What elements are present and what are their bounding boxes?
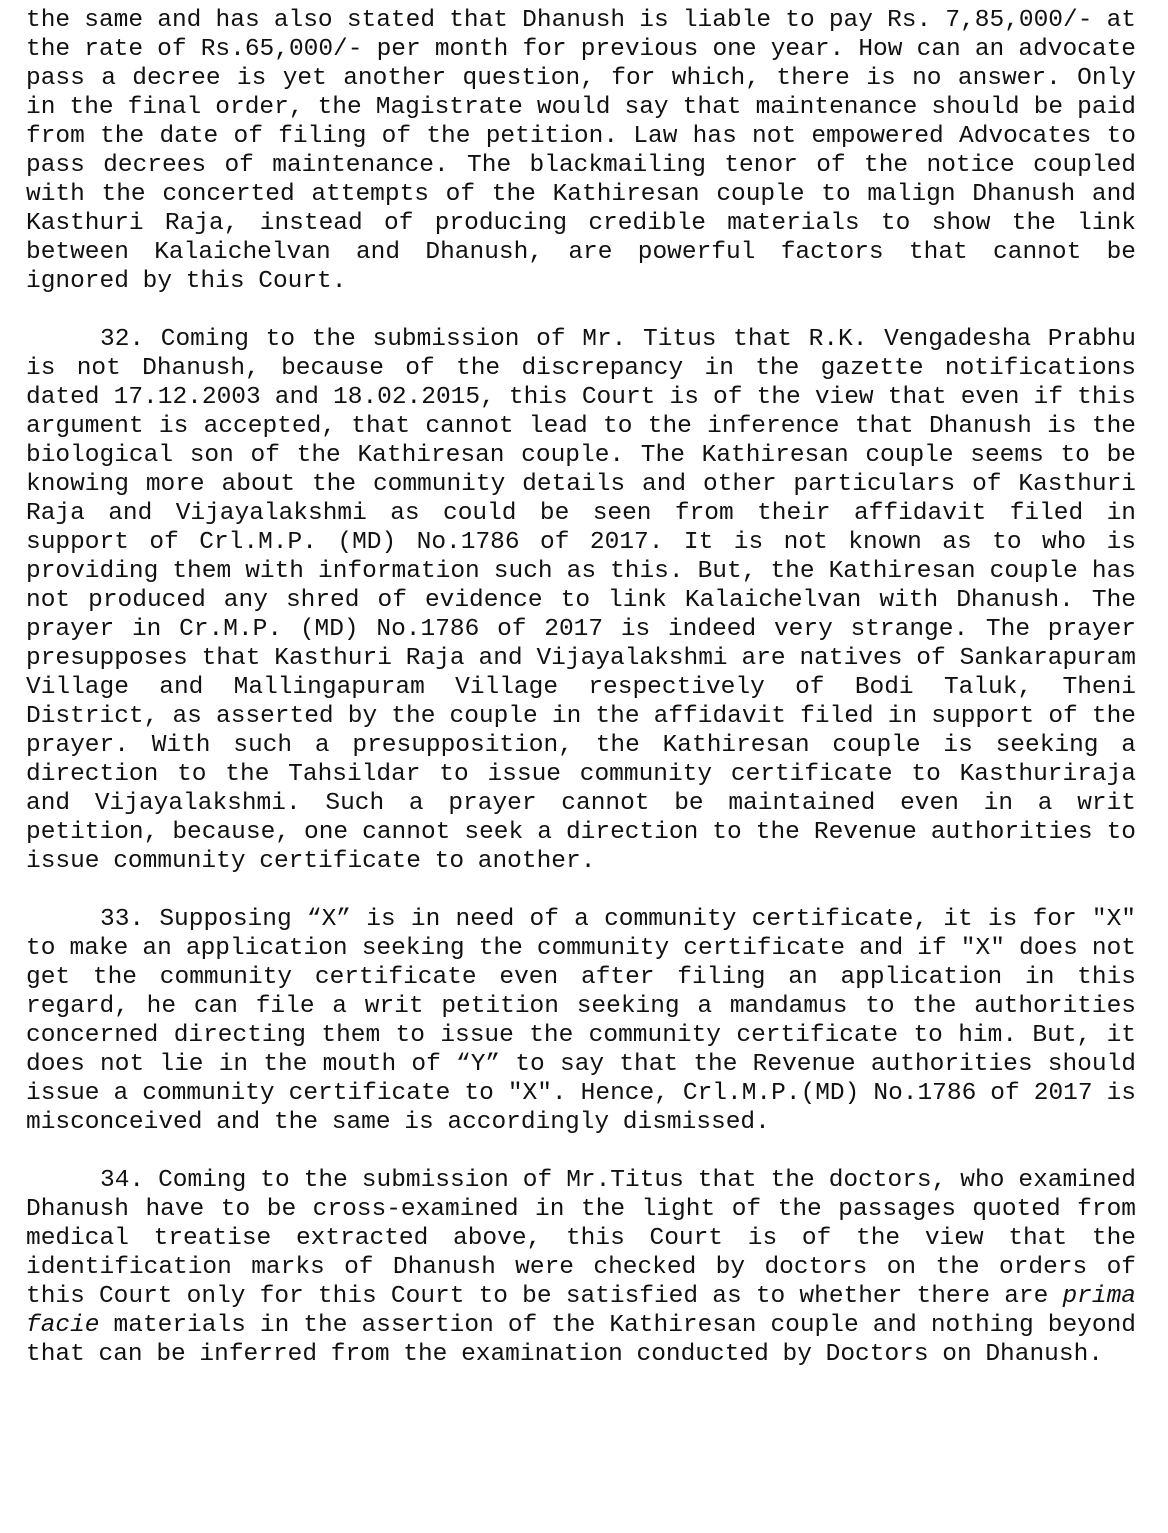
paragraph-text: Supposing “X” is in need of a community certificate, it is for "X" to make an application seeking the community certificate and if "X" does not get the community certificate even after filing an application in this regard, he can file a writ petition seeking a mandamus to the authorities concerned directing them to issue the community certificate to him. But, it does not lie in the mouth of “Y” to say that the Revenue authorities should issue a community certificate to "X". Hence, Crl.M.P.(MD) No.1786 of 2017 is misconceived and the same is accordingly dismissed. (26, 906, 1137, 1136)
paragraph-text-after: materials in the assertion of the Kathiresan couple and nothing beyond that can be inferred from the examination conducted by Doctors on Dhanush. (26, 1312, 1136, 1368)
paragraph-number: 32. (100, 326, 145, 353)
paragraph-number: 33. (100, 906, 145, 933)
paragraph-continuation (26, 6, 1136, 296)
paragraph-number: 34. (100, 1167, 145, 1194)
paragraph-32 (26, 325, 1136, 876)
italic-phrase: prima facie (26, 1283, 1136, 1339)
paragraph-text-before: Coming to the submission of Mr.Titus that the doctors, who examined Dhanush have to be cross-examined in the light of the passages quoted from medical treatise extracted above, this Court is of the view that the identification marks of Dhanush were checked by doctors on the orders of this Court only for this Court to be satisfied as to whether there are (26, 1167, 1137, 1310)
paragraph-34 (26, 1166, 1136, 1369)
judgment-page (26, 6, 1136, 1369)
paragraph-text: the same and has also stated that Dhanush is liable to pay Rs. 7,85,000/- at the rate of Rs.65,000/- per month for previous one year. How can an advocate pass a decree is yet another question, for which, there is no answer. Only in the final order, the Magistrate would say that maintenance should be paid from the date of filing of the petition. Law has not empowered Advocates to pass decrees of maintenance. The blackmailing tenor of the notice coupled with the concerted attempts of the Kathiresan couple to malign Dhanush and Kasthuri Raja, instead of producing credible materials to show the link between Kalaichelvan and Dhanush, are powerful factors that cannot be ignored by this Court. (26, 7, 1136, 295)
paragraph-33 (26, 905, 1136, 1137)
paragraph-text: Coming to the submission of Mr. Titus that R.K. Vengadesha Prabhu is not Dhanush, because of the discrepancy in the gazette notifications dated 17.12.2003 and 18.02.2015, this Court is of the view that even if this argument is accepted, that cannot lead to the inference that Dhanush is the biological son of the Kathiresan couple. The Kathiresan couple seems to be knowing more about the community details and other particulars of Kasthuri Raja and Vijayalakshmi as could be seen from their affidavit filed in support of Crl.M.P. (MD) No.1786 of 2017. It is not known as to who is providing them with information such as this. But, the Kathiresan couple has not produced any shred of evidence to link Kalaichelvan with Dhanush. The prayer in Cr.M.P. (MD) No.1786 of 2017 is indeed very strange. The prayer presupposes that Kasthuri Raja and Vijayalakshmi are natives of Sankarapuram Village and Mallingapuram Village respectively of Bodi Taluk, Theni District, as asserted by the couple in the affidavit filed in support of the prayer. With such a presupposition, the Kathiresan couple is seeking a direction to the Tahsildar to issue community certificate to Kasthuriraja and Vijayalakshmi. Such a prayer cannot be maintained even in a writ petition, because, one cannot seek a direction to the Revenue authorities to issue community certificate to another. (26, 326, 1137, 875)
